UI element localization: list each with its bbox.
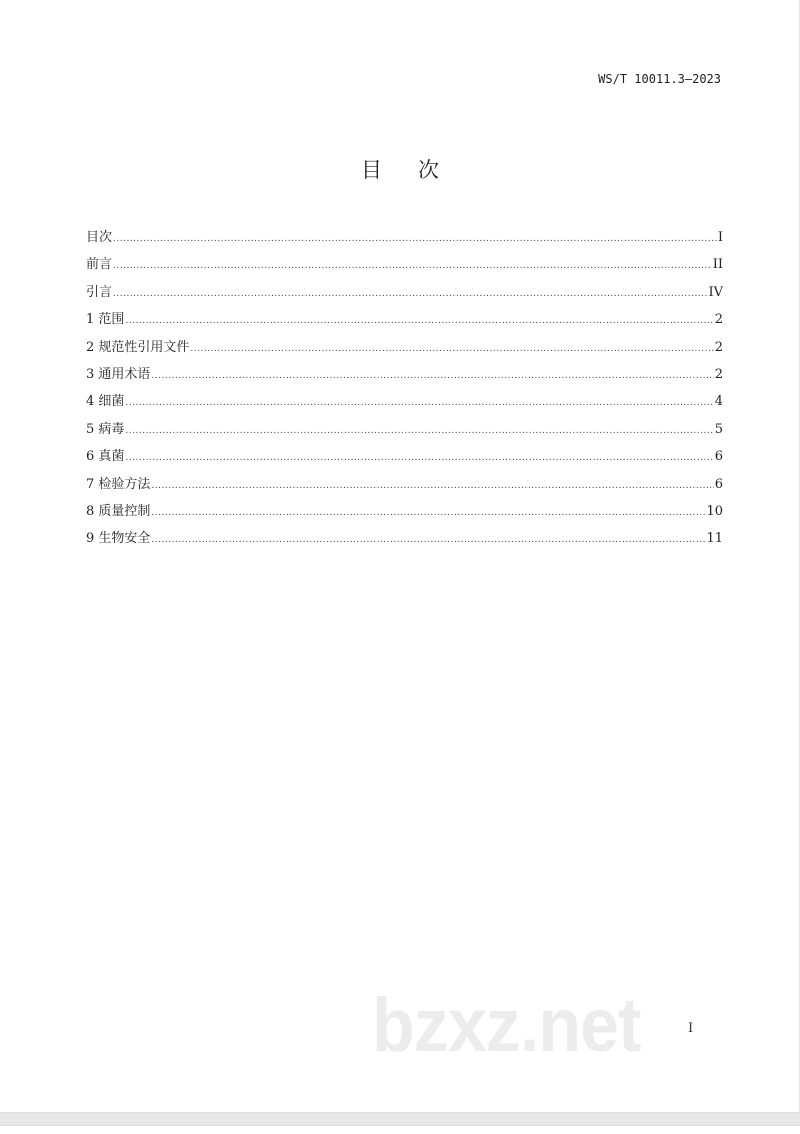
toc-entry-page: 6 (714, 449, 723, 465)
toc-leader-dots (151, 503, 705, 523)
toc-leader-dots (151, 366, 713, 386)
toc-entry-page: IV (708, 284, 723, 300)
toc-entry-label: 6 真菌 (86, 449, 125, 465)
toc-entry-page: 4 (714, 394, 723, 410)
toc-entry-label: 1 范围 (86, 312, 125, 328)
toc-entry-label: 8 质量控制 (86, 503, 151, 519)
toc-entry[interactable] (86, 392, 723, 419)
toc-entry[interactable] (86, 255, 723, 282)
title-char: 目 (361, 158, 382, 182)
toc-entry[interactable] (86, 365, 723, 392)
toc-entry-page: II (712, 257, 723, 273)
toc-leader-dots (113, 284, 707, 304)
toc-leader-dots (125, 393, 713, 413)
toc-entry-label: 7 检验方法 (86, 476, 151, 492)
toc-entry-page: 2 (714, 339, 723, 355)
page-number: I (688, 1021, 694, 1036)
toc-entry-label: 目次 (86, 230, 113, 245)
toc-entry-page: 2 (714, 366, 723, 382)
toc-leader-dots (125, 421, 713, 441)
toc-entry-label: 2 规范性引用文件 (86, 339, 190, 355)
toc-entry-label: 3 通用术语 (86, 366, 151, 382)
toc-entry[interactable] (86, 529, 723, 556)
toc-entry[interactable] (86, 338, 723, 365)
toc-entry[interactable] (86, 502, 723, 529)
toc-entry-page: I (717, 230, 723, 245)
toc-entry[interactable] (86, 283, 723, 310)
toc-leader-dots (125, 311, 713, 331)
toc-entry-page: 2 (714, 312, 723, 328)
toc-entry-page: 6 (714, 476, 723, 492)
toc-leader-dots (151, 476, 713, 496)
toc-entry-label: 前言 (86, 257, 113, 273)
page-title (0, 154, 800, 184)
toc-entry[interactable] (86, 447, 723, 474)
toc-entry-page: 10 (706, 503, 723, 519)
toc-entry-label: 9 生物安全 (86, 531, 151, 547)
title-char: 次 (418, 158, 439, 182)
toc-entry-page: 5 (714, 421, 723, 437)
toc-leader-dots (125, 448, 713, 468)
toc-leader-dots (151, 530, 705, 550)
toc-entry[interactable] (86, 228, 723, 255)
toc-entry[interactable] (86, 310, 723, 337)
toc-leader-dots (190, 339, 713, 359)
toc-entry[interactable] (86, 420, 723, 447)
page-separator (0, 1112, 800, 1126)
toc-entry-label: 4 细菌 (86, 394, 125, 410)
watermark: bzxz.net (372, 983, 641, 1068)
toc-leader-dots (113, 229, 717, 249)
toc-entry[interactable] (86, 475, 723, 502)
standard-number: WS/T 10011.3—2023 (598, 72, 721, 86)
toc-entry-label: 5 病毒 (86, 421, 125, 437)
toc-entry-label: 引言 (86, 284, 113, 300)
toc-leader-dots (113, 256, 712, 276)
table-of-contents (86, 228, 723, 557)
toc-entry-page: 11 (706, 531, 723, 547)
